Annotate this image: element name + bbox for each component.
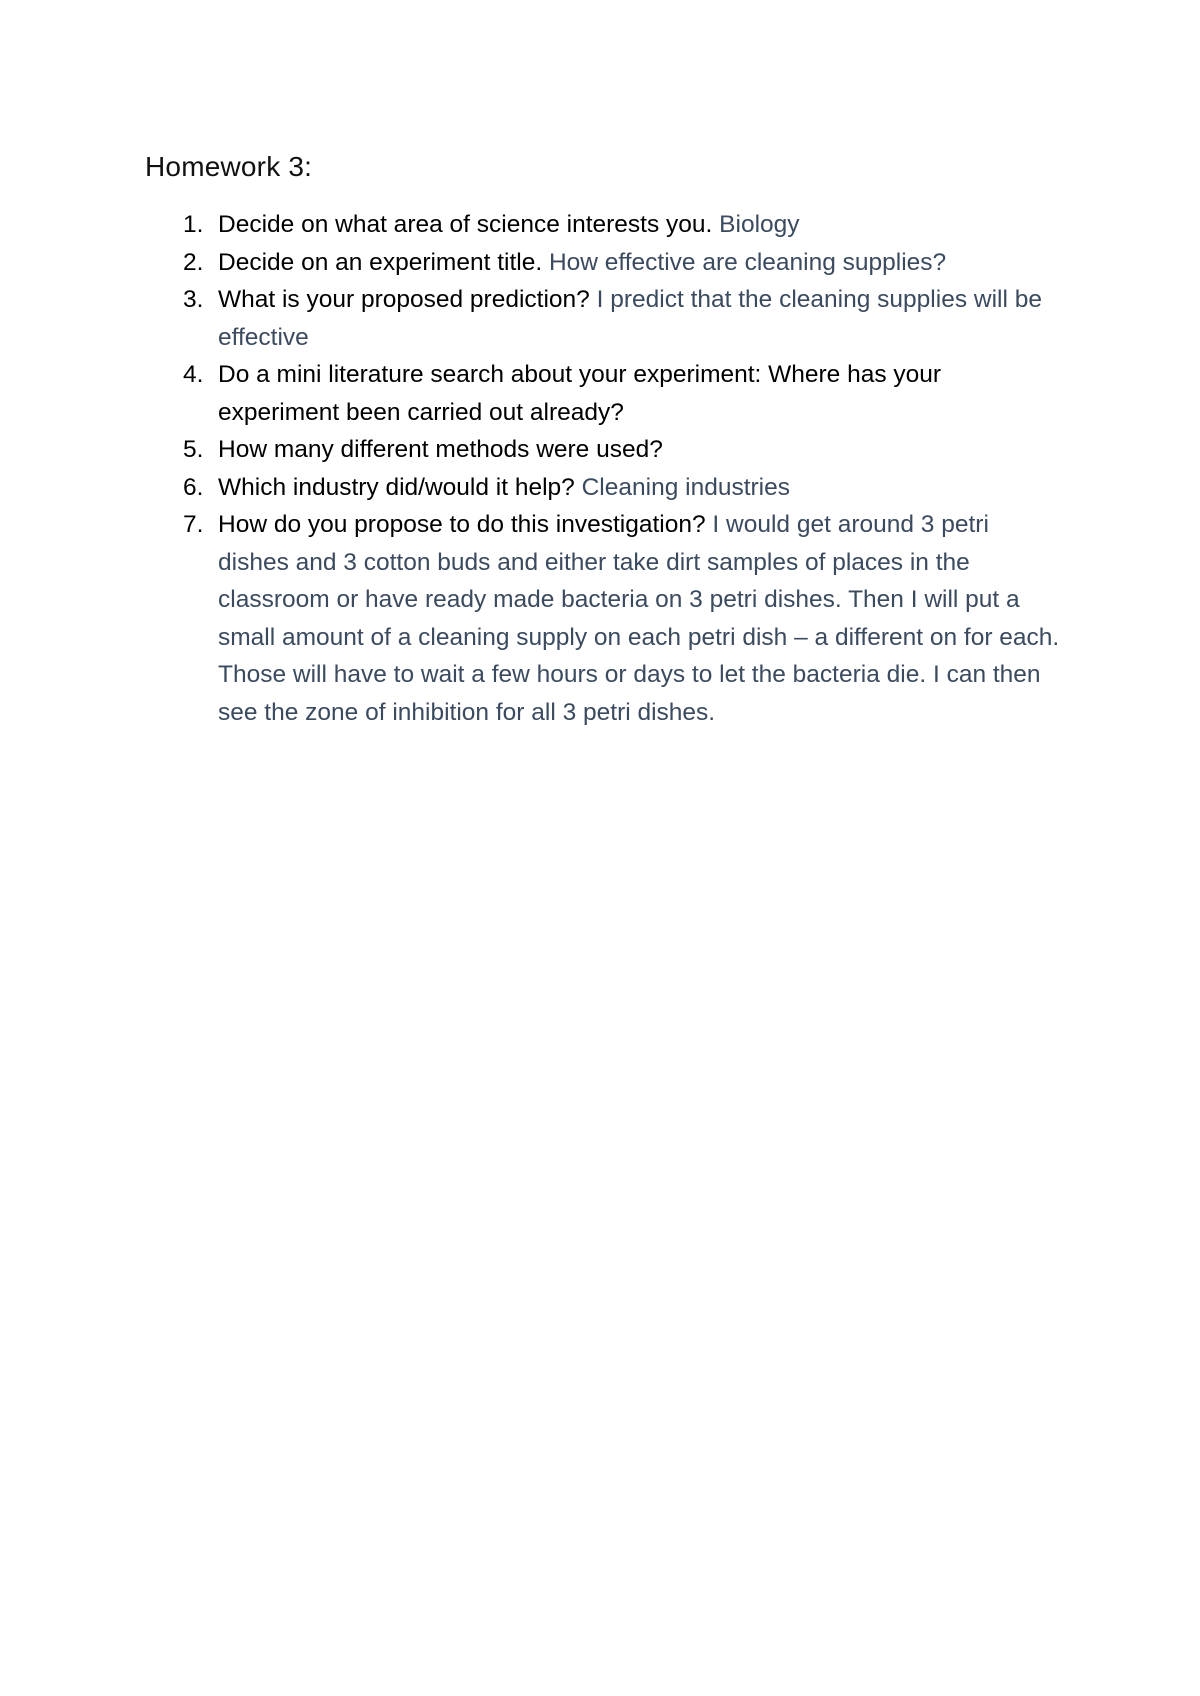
- list-item-2: [183, 244, 1063, 282]
- item-number: 2.: [183, 248, 204, 276]
- list-item-3: [183, 281, 1063, 356]
- question-text: How many different methods were used?: [218, 436, 663, 463]
- question-text: Which industry did/would it help?: [218, 473, 575, 501]
- question-text: Do a mini literature search about your experiment: Where has your experiment been carried out already?: [218, 361, 942, 426]
- answer-text: Biology: [719, 211, 800, 238]
- answer-text: I would get around 3 petri dishes and 3 cotton buds and either take dirt samples of places in the classroom or have ready made bacteria on 3 petri dishes. Then I will put a small amount of a cleaning supply on each petri dish – a different on for each. Those will have to wait a few hours or days to let the bacteria die. I can then see the zone of inhibition for all 3 petri dishes.: [218, 511, 1060, 726]
- item-number: 3.: [183, 286, 204, 313]
- item-number: 7.: [183, 511, 204, 538]
- question-list: [183, 206, 1063, 731]
- item-number: 6.: [183, 473, 204, 501]
- list-item-1: [183, 206, 1063, 244]
- answer-text: How effective are cleaning supplies?: [548, 248, 947, 276]
- item-number: 5.: [183, 436, 204, 463]
- item-number: 4.: [183, 361, 204, 388]
- list-item-6: [183, 469, 1063, 507]
- list-item-4: [183, 356, 1063, 431]
- question-text: What is your proposed prediction?: [218, 286, 590, 313]
- question-text: Decide on an experiment title.: [218, 248, 543, 276]
- question-text: Decide on what area of science interests you.: [218, 211, 713, 238]
- answer-text: Cleaning industries: [581, 473, 790, 501]
- item-number: 1.: [183, 211, 204, 238]
- list-item-5: [183, 431, 1063, 469]
- answer-text: I predict that the cleaning supplies will be effective: [218, 286, 1042, 351]
- question-text: How do you propose to do this investigation?: [218, 511, 706, 538]
- list-item-7: [183, 506, 1063, 731]
- document-title: Homework 3:: [145, 151, 313, 182]
